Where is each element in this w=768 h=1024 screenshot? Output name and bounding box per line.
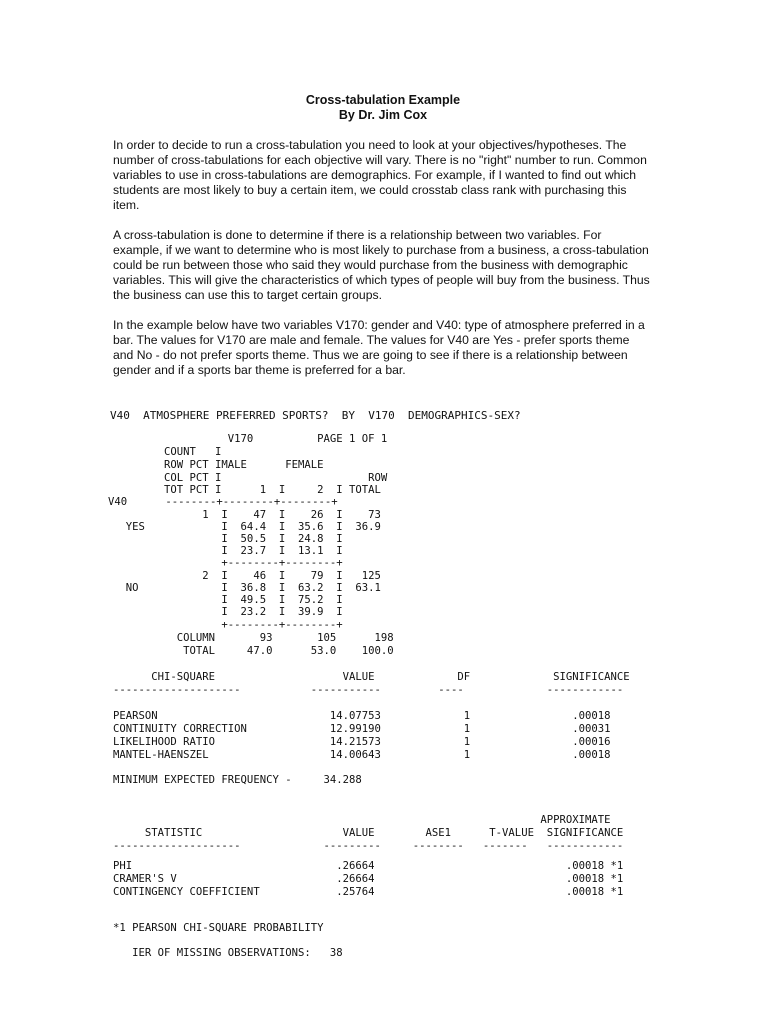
crosstab-yes-4: I 23.7 I 13.1 I [113, 545, 343, 557]
paragraph-definition: A cross-tabulation is done to determine if there is a relationship between two variables. For example, if we want to determine who is most likely to purchase from a business, a cross-tabulation could be run between those who said they would purchase from the business with demographic variables. This will give the characteristics of which types of people will buy from the business. Thus the business can use this to target certain groups. [113, 228, 650, 302]
crosstab-no-3: I 49.5 I 75.2 I [113, 594, 343, 606]
paragraph-objectives: In order to decide to run a cross-tabulation you need to look at your objectives/hypotheses. The number of cross-tabulations for each objective will vary. There is no "right" number to run. Common variables to use in cross-tabulations are demographics. For example, if I wanted to find out which students are most likely to buy a certain item, we could crosstab class rank with purchasing this item. [113, 138, 647, 212]
crosstab-column-total-1: COLUMN 93 105 198 [113, 632, 394, 644]
crosstab-no-1: 2 I 46 I 79 I 125 [113, 570, 381, 582]
document-title: Cross-tabulation Example [305, 93, 461, 107]
crosstab-header-2: COUNT I [113, 446, 222, 458]
crosstab-no-2: NO I 36.8 I 63.2 I 63.1 [113, 582, 381, 594]
minimum-expected-frequency: MINIMUM EXPECTED FREQUENCY - 34.288 [113, 774, 362, 786]
crosstab-yes-1: 1 I 47 I 26 I 73 [113, 509, 381, 521]
crosstab-no-4: I 23.2 I 39.9 I [113, 606, 343, 618]
crosstab-header-5: TOT PCT I 1 I 2 I TOTAL [113, 484, 381, 496]
crosstab-yes-2: YES I 64.4 I 35.6 I 36.9 [113, 521, 381, 533]
crosstab-yes-3: I 50.5 I 24.8 I [113, 533, 343, 545]
chi-row-pearson: PEARSON 14.07753 1 .00018 [113, 710, 611, 722]
statistic-rule: -------------------- --------- -------- ------- ------------ [113, 840, 624, 852]
paragraph-example: In the example below have two variables V170: gender and V40: type of atmosphere preferred in a bar. The values for V170 are male and female. The values for V40 are Yes - prefer sports theme and No - do not prefer sports theme. Thus we are going to see if there is a relationship between gender and if a sports bar theme is preferred for a bar. [113, 318, 645, 377]
chi-row-mantel: MANTEL-HAENSZEL 14.00643 1 .00018 [113, 749, 611, 761]
crosstab-yes-5: +--------+--------+ [113, 557, 343, 569]
crosstab-title: V40 ATMOSPHERE PREFERRED SPORTS? BY V170 DEMOGRAPHICS-SEX? [110, 409, 521, 422]
crosstab-header-3: ROW PCT IMALE FEMALE [113, 459, 324, 471]
stat-row-contingency: CONTINGENCY COEFFICIENT .25764 .00018 *1 [113, 886, 624, 898]
crosstab-no-5: +--------+--------+ [113, 619, 343, 631]
missing-observations: IER OF MISSING OBSERVATIONS: 38 [113, 947, 343, 959]
chi-square-header: CHI-SQUARE VALUE DF SIGNIFICANCE [113, 671, 630, 683]
crosstab-v40-row: V40 --------+--------+--------+ [108, 496, 338, 508]
chi-row-continuity: CONTINUITY CORRECTION 12.99190 1 .00031 [113, 723, 611, 735]
footnote-pearson: *1 PEARSON CHI-SQUARE PROBABILITY [113, 922, 324, 934]
chi-square-rule: -------------------- ----------- ---- ------------ [113, 684, 624, 696]
document-author: By Dr. Jim Cox [338, 108, 428, 122]
stat-row-cramers-v: CRAMER'S V .26664 .00018 *1 [113, 873, 624, 885]
stat-row-phi: PHI .26664 .00018 *1 [113, 860, 624, 872]
crosstab-column-total-2: TOTAL 47.0 53.0 100.0 [113, 645, 394, 657]
statistic-header: STATISTIC VALUE ASE1 T-VALUE SIGNIFICANCE [113, 827, 624, 839]
chi-row-likelihood: LIKELIHOOD RATIO 14.21573 1 .00016 [113, 736, 611, 748]
approximate-label: APPROXIMATE [113, 814, 611, 826]
crosstab-header-1: V170 PAGE 1 OF 1 [113, 433, 388, 445]
crosstab-header-4: COL PCT I ROW [113, 472, 388, 484]
